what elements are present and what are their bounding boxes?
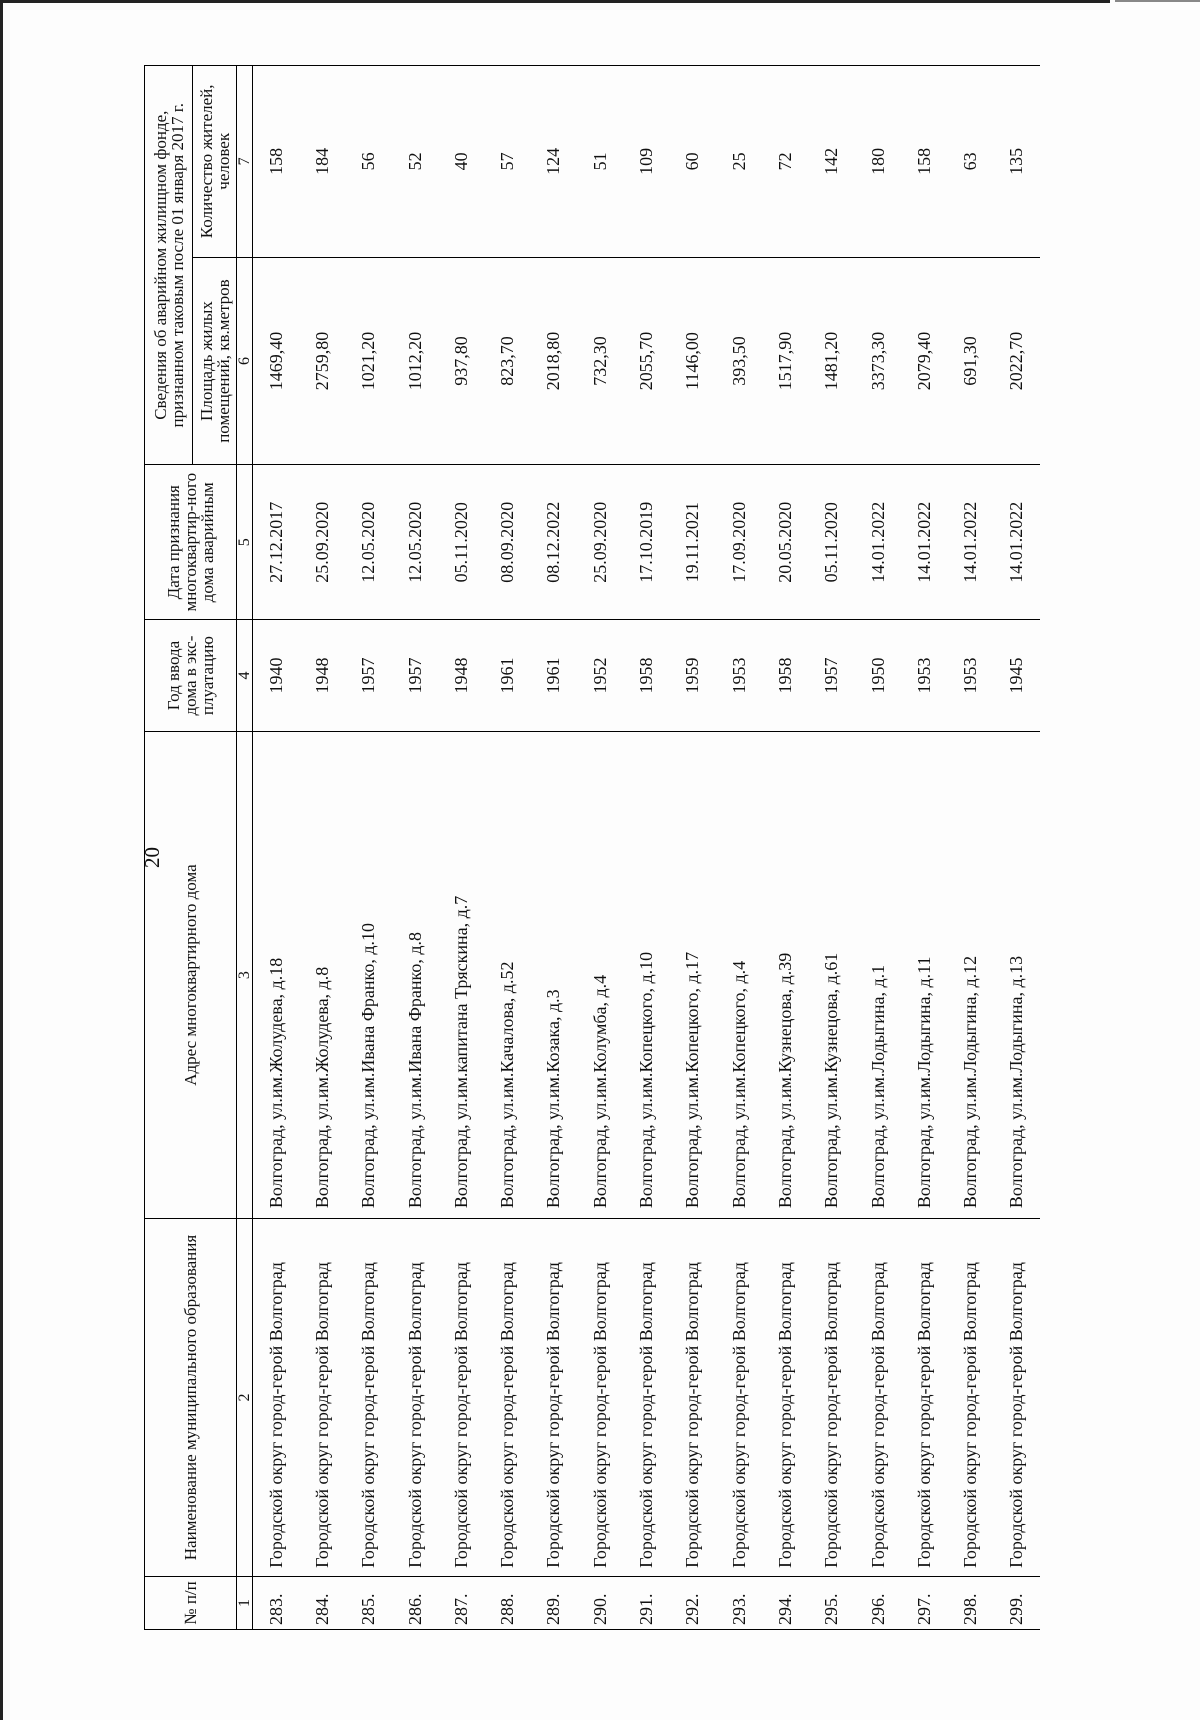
area-cell: 1146,00 bbox=[670, 257, 716, 465]
municipality-cell: Городской округ город-герой Волгоград bbox=[901, 1219, 947, 1577]
row-number: 294. bbox=[762, 1576, 808, 1629]
address-cell: Волгоград, ул.им.капитана Тряскина, д.7 bbox=[438, 732, 484, 1219]
table-row bbox=[670, 66, 716, 1630]
table-body bbox=[253, 66, 1041, 1630]
row-number: 292. bbox=[670, 1576, 716, 1629]
year-cell: 1950 bbox=[855, 620, 901, 732]
municipality-cell: Городской округ город-герой Волгоград bbox=[994, 1219, 1040, 1577]
residents-cell: 57 bbox=[484, 66, 530, 258]
municipality-cell: Городской округ город-герой Волгоград bbox=[762, 1219, 808, 1577]
scan-edge-top-dash bbox=[1115, 0, 1200, 2]
municipality-cell: Городской округ город-герой Волгоград bbox=[253, 1219, 300, 1577]
address-cell: Волгоград, ул.им.Копецкого, д.17 bbox=[670, 732, 716, 1219]
residents-cell: 51 bbox=[577, 66, 623, 258]
date-cell: 17.09.2020 bbox=[716, 465, 762, 620]
column-number: 2 bbox=[237, 1219, 253, 1577]
date-cell: 17.10.2019 bbox=[623, 465, 669, 620]
table-row bbox=[392, 66, 438, 1630]
residents-cell: 109 bbox=[623, 66, 669, 258]
row-number: 293. bbox=[716, 1576, 762, 1629]
municipality-cell: Городской округ город-герой Волгоград bbox=[670, 1219, 716, 1577]
row-number: 299. bbox=[994, 1576, 1040, 1629]
table-row bbox=[947, 66, 993, 1630]
area-cell: 823,70 bbox=[484, 257, 530, 465]
date-cell: 05.11.2020 bbox=[809, 465, 855, 620]
column-number: 7 bbox=[237, 66, 253, 258]
table-row bbox=[531, 66, 577, 1630]
residents-cell: 63 bbox=[947, 66, 993, 258]
table-row bbox=[855, 66, 901, 1630]
row-number: 287. bbox=[438, 1576, 484, 1629]
year-cell: 1952 bbox=[577, 620, 623, 732]
scan-edge-left bbox=[0, 0, 3, 1720]
residents-cell: 180 bbox=[855, 66, 901, 258]
table-row bbox=[577, 66, 623, 1630]
municipality-cell: Городской округ город-герой Волгоград bbox=[947, 1219, 993, 1577]
residents-cell: 158 bbox=[901, 66, 947, 258]
residents-cell: 142 bbox=[809, 66, 855, 258]
area-cell: 2018,80 bbox=[531, 257, 577, 465]
header-number: № п/п bbox=[145, 1576, 237, 1629]
area-cell: 393,50 bbox=[716, 257, 762, 465]
date-cell: 08.12.2022 bbox=[531, 465, 577, 620]
residents-cell: 60 bbox=[670, 66, 716, 258]
residents-cell: 52 bbox=[392, 66, 438, 258]
residents-cell: 72 bbox=[762, 66, 808, 258]
year-cell: 1961 bbox=[531, 620, 577, 732]
municipality-cell: Городской округ город-герой Волгоград bbox=[855, 1219, 901, 1577]
year-cell: 1940 bbox=[253, 620, 300, 732]
column-number: 3 bbox=[237, 732, 253, 1219]
area-cell: 937,80 bbox=[438, 257, 484, 465]
table-row bbox=[346, 66, 392, 1630]
scan-edge-top bbox=[0, 0, 1110, 3]
municipality-cell: Городской округ город-герой Волгоград bbox=[484, 1219, 530, 1577]
residents-cell: 135 bbox=[994, 66, 1040, 258]
date-cell: 25.09.2020 bbox=[299, 465, 345, 620]
row-number: 284. bbox=[299, 1576, 345, 1629]
row-number: 286. bbox=[392, 1576, 438, 1629]
address-cell: Волгоград, ул.им.Лодыгина, д.13 bbox=[994, 732, 1040, 1219]
date-cell: 25.09.2020 bbox=[577, 465, 623, 620]
row-number: 291. bbox=[623, 1576, 669, 1629]
year-cell: 1953 bbox=[716, 620, 762, 732]
year-cell: 1948 bbox=[299, 620, 345, 732]
row-number: 298. bbox=[947, 1576, 993, 1629]
municipality-cell: Городской округ город-герой Волгоград bbox=[531, 1219, 577, 1577]
row-number: 290. bbox=[577, 1576, 623, 1629]
area-cell: 3373,30 bbox=[855, 257, 901, 465]
residents-cell: 158 bbox=[253, 66, 300, 258]
row-number: 288. bbox=[484, 1576, 530, 1629]
date-cell: 14.01.2022 bbox=[994, 465, 1040, 620]
year-cell: 1948 bbox=[438, 620, 484, 732]
municipality-cell: Городской округ город-герой Волгоград bbox=[577, 1219, 623, 1577]
table-row bbox=[901, 66, 947, 1630]
row-number: 295. bbox=[809, 1576, 855, 1629]
date-cell: 08.09.2020 bbox=[484, 465, 530, 620]
header-year: Год ввода дома в экс-плуатацию bbox=[145, 620, 237, 732]
residents-cell: 56 bbox=[346, 66, 392, 258]
table-row bbox=[438, 66, 484, 1630]
year-cell: 1957 bbox=[392, 620, 438, 732]
area-cell: 2079,40 bbox=[901, 257, 947, 465]
table-row bbox=[253, 66, 300, 1630]
year-cell: 1958 bbox=[623, 620, 669, 732]
header-date: Дата признания многоквартир-ного дома аварийным bbox=[145, 465, 237, 620]
table-row bbox=[809, 66, 855, 1630]
year-cell: 1957 bbox=[809, 620, 855, 732]
column-number-row bbox=[237, 66, 253, 1630]
column-number: 5 bbox=[237, 465, 253, 620]
date-cell: 20.05.2020 bbox=[762, 465, 808, 620]
header-area: Площадь жилых помещений, кв.метров bbox=[193, 257, 237, 465]
date-cell: 12.05.2020 bbox=[392, 465, 438, 620]
address-cell: Волгоград, ул.им.Жолудева, д.18 bbox=[253, 732, 300, 1219]
table-header bbox=[145, 66, 253, 1630]
date-cell: 27.12.2017 bbox=[253, 465, 300, 620]
area-cell: 2759,80 bbox=[299, 257, 345, 465]
date-cell: 14.01.2022 bbox=[855, 465, 901, 620]
date-cell: 19.11.2021 bbox=[670, 465, 716, 620]
address-cell: Волгоград, ул.им.Лодыгина, д.11 bbox=[901, 732, 947, 1219]
column-number: 6 bbox=[237, 257, 253, 465]
header-group: Сведения об аварийном жилищном фонде, признанном таковым после 01 января 2017 г. bbox=[145, 66, 193, 465]
residents-cell: 184 bbox=[299, 66, 345, 258]
municipality-cell: Городской округ город-герой Волгоград bbox=[392, 1219, 438, 1577]
municipality-cell: Городской округ город-герой Волгоград bbox=[809, 1219, 855, 1577]
area-cell: 1021,20 bbox=[346, 257, 392, 465]
column-number: 1 bbox=[237, 1576, 253, 1629]
municipality-cell: Городской округ город-герой Волгоград bbox=[623, 1219, 669, 1577]
address-cell: Волгоград, ул.им.Колумба, д.4 bbox=[577, 732, 623, 1219]
year-cell: 1953 bbox=[901, 620, 947, 732]
year-cell: 1958 bbox=[762, 620, 808, 732]
address-cell: Волгоград, ул.им.Кузнецова, д.39 bbox=[762, 732, 808, 1219]
address-cell: Волгоград, ул.им.Жолудева, д.8 bbox=[299, 732, 345, 1219]
address-cell: Волгоград, ул.им.Лодыгина, д.12 bbox=[947, 732, 993, 1219]
residents-cell: 25 bbox=[716, 66, 762, 258]
area-cell: 1481,20 bbox=[809, 257, 855, 465]
year-cell: 1945 bbox=[994, 620, 1040, 732]
municipality-cell: Городской округ город-герой Волгоград bbox=[346, 1219, 392, 1577]
residents-cell: 124 bbox=[531, 66, 577, 258]
date-cell: 14.01.2022 bbox=[947, 465, 993, 620]
address-cell: Волгоград, ул.им.Копецкого, д.10 bbox=[623, 732, 669, 1219]
table-row bbox=[484, 66, 530, 1630]
table-row bbox=[716, 66, 762, 1630]
area-cell: 1012,20 bbox=[392, 257, 438, 465]
area-cell: 691,30 bbox=[947, 257, 993, 465]
year-cell: 1959 bbox=[670, 620, 716, 732]
row-number: 289. bbox=[531, 1576, 577, 1629]
table-row bbox=[623, 66, 669, 1630]
emergency-housing-table bbox=[144, 65, 1040, 1630]
area-cell: 1469,40 bbox=[253, 257, 300, 465]
header-municipality: Наименование муниципального образования bbox=[145, 1219, 237, 1577]
area-cell: 2022,70 bbox=[994, 257, 1040, 465]
address-cell: Волгоград, ул.им.Кузнецова, д.61 bbox=[809, 732, 855, 1219]
year-cell: 1961 bbox=[484, 620, 530, 732]
address-cell: Волгоград, ул.им.Ивана Франко, д.8 bbox=[392, 732, 438, 1219]
table-row bbox=[299, 66, 345, 1630]
address-cell: Волгоград, ул.им.Козака, д.3 bbox=[531, 732, 577, 1219]
date-cell: 12.05.2020 bbox=[346, 465, 392, 620]
residents-cell: 40 bbox=[438, 66, 484, 258]
address-cell: Волгоград, ул.им.Качалова, д.52 bbox=[484, 732, 530, 1219]
header-address: Адрес многоквартирного дома bbox=[145, 732, 237, 1219]
municipality-cell: Городской округ город-герой Волгоград bbox=[438, 1219, 484, 1577]
municipality-cell: Городской округ город-герой Волгоград bbox=[299, 1219, 345, 1577]
row-number: 297. bbox=[901, 1576, 947, 1629]
address-cell: Волгоград, ул.им.Лодыгина, д.1 bbox=[855, 732, 901, 1219]
address-cell: Волгоград, ул.им.Ивана Франко, д.10 bbox=[346, 732, 392, 1219]
table-row bbox=[762, 66, 808, 1630]
date-cell: 05.11.2020 bbox=[438, 465, 484, 620]
table-row bbox=[994, 66, 1040, 1630]
address-cell: Волгоград, ул.им.Копецкого, д.4 bbox=[716, 732, 762, 1219]
row-number: 283. bbox=[253, 1576, 300, 1629]
rotated-sheet bbox=[144, 65, 1064, 1630]
row-number: 285. bbox=[346, 1576, 392, 1629]
column-number: 4 bbox=[237, 620, 253, 732]
date-cell: 14.01.2022 bbox=[901, 465, 947, 620]
header-residents: Количество жителей, человек bbox=[193, 66, 237, 258]
municipality-cell: Городской округ город-герой Волгоград bbox=[716, 1219, 762, 1577]
year-cell: 1957 bbox=[346, 620, 392, 732]
area-cell: 1517,90 bbox=[762, 257, 808, 465]
area-cell: 2055,70 bbox=[623, 257, 669, 465]
area-cell: 732,30 bbox=[577, 257, 623, 465]
page-number: 20 bbox=[140, 847, 164, 868]
row-number: 296. bbox=[855, 1576, 901, 1629]
year-cell: 1953 bbox=[947, 620, 993, 732]
